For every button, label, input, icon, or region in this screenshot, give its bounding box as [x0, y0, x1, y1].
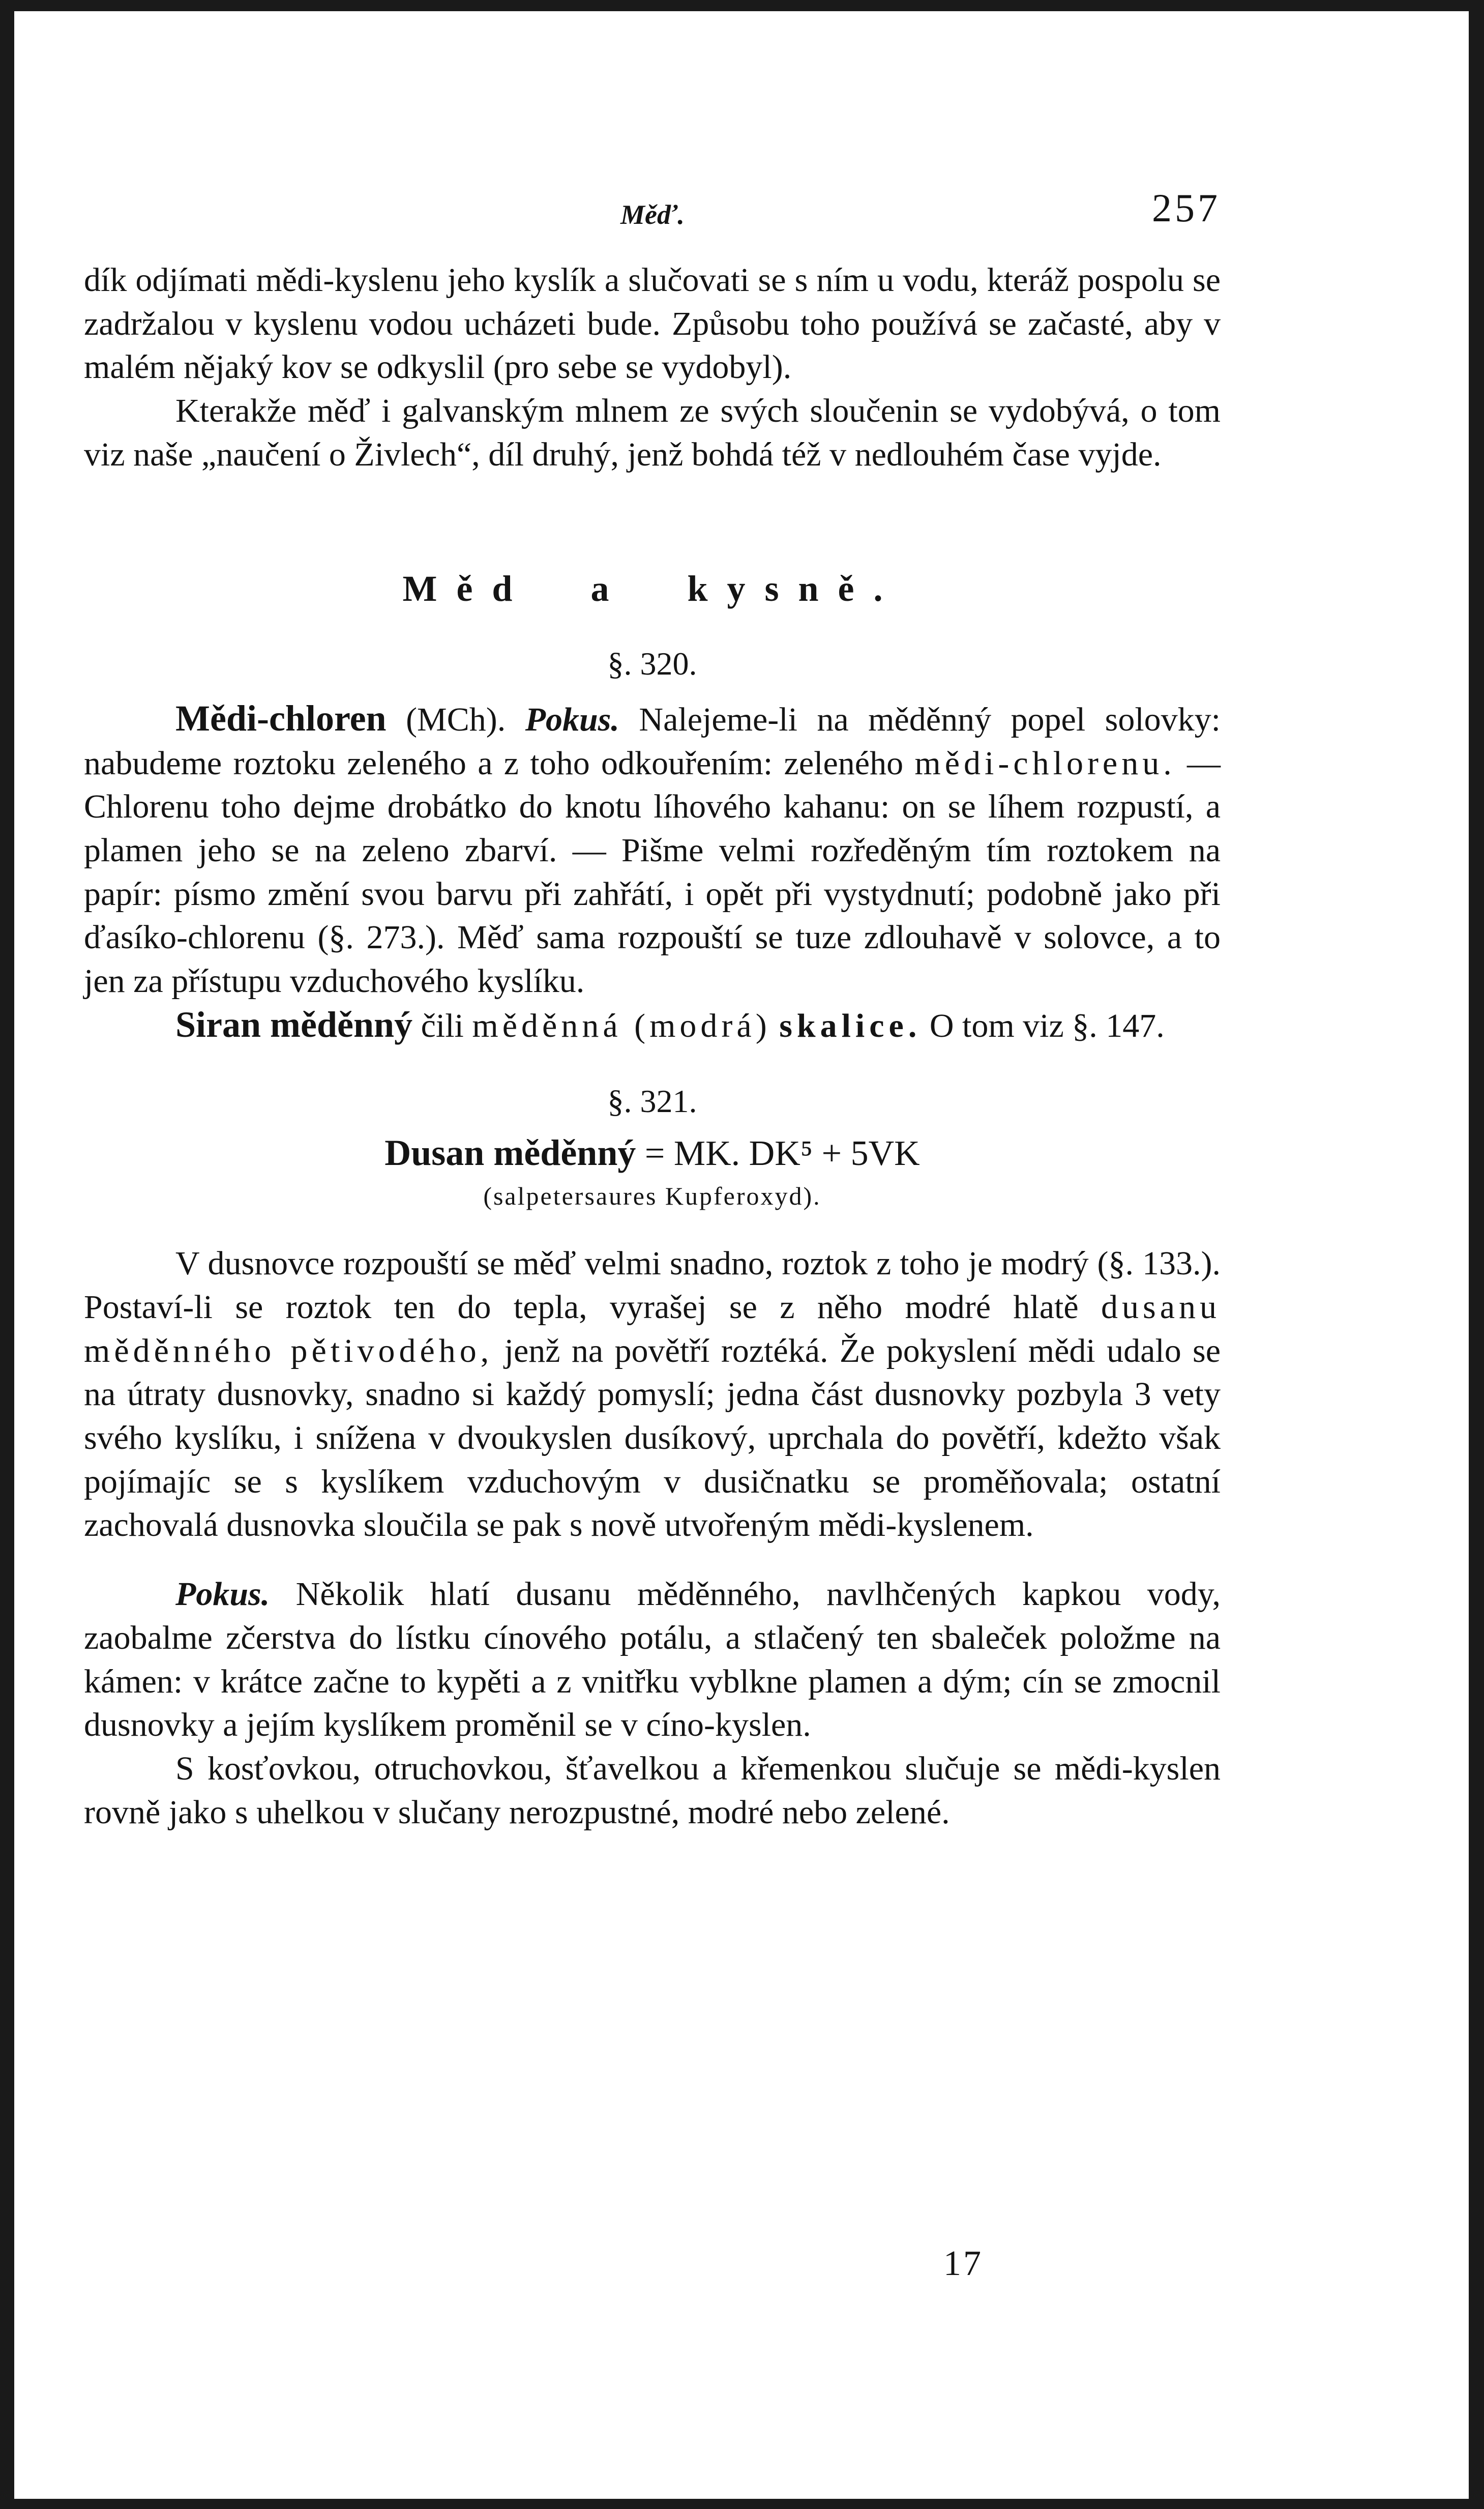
label-pokus: Pokus. [525, 701, 619, 738]
text-segment: jenž na povětří roztéká. Že pokyslení mědi udalo se na útraty dusnovky, snadno si každý pomyslí; jedna část dusnovky pozbyla 3 vety svého kyslíku, i snížena v dvoukyslen dusíkový, uprchala do povětří, kdežto však pojímajíc se s kyslíkem vzduchovým v dusičnatku se proměňovala; ostatní zachovalá dusnovka sloučila se pak s nově utvořeným mědi-kyslenem. [84, 1332, 1221, 1544]
cross-reference: O tom viz §. 147. [929, 1007, 1165, 1044]
spaced-term: měděnná (modrá) [472, 1007, 771, 1044]
paragraph-experiment [84, 1572, 1221, 1747]
book-page [84, 186, 1221, 1834]
text-segment: Několik hlatí dusanu měděnného, navlhčených kapkou vody, zaobalme zčerstva do lístku cínového potálu, a stlačený ten sbaleček položme na kámen: v krátce začne to kypěti a z vnitřku vyblkne plamen a dým; cín se zmocnil dusnovky a jejím kyslíkem proměnil se v cíno-kyslen. [84, 1576, 1221, 1744]
spaced-term: mědi-chlorenu. [914, 744, 1176, 782]
section-heading: Měd a kysně. [402, 568, 902, 609]
formula-german-name: (salpetersaures Kupferoxyd). [483, 1182, 821, 1211]
formula-expression: = MK. DK⁵ + 5VK [644, 1134, 920, 1174]
section-number-321: §. 321. [607, 1083, 697, 1119]
formula-heading [84, 1130, 1221, 1177]
text-segment: Nalejeme-li na měděnný popel solovky: nabudeme roztoku zeleného a z toho odkouřením: zeleného [84, 701, 1221, 782]
term-copper-chloride: Mědi-chloren [175, 697, 387, 739]
section-number-320: §. 320. [607, 646, 697, 682]
running-title: Měď. [620, 199, 685, 230]
spaced-term: dusanu měděnného pětivodého, [84, 1288, 1221, 1369]
text-segment: V dusnovce rozpouští se měď velmi snadno, roztok z toho je modrý (§. 133.). Postaví-li se roztok ten do tepla, vyrašej se z něho modré hlatě [84, 1245, 1221, 1326]
text-segment: — Chlorenu toho dejme drobátko do knotu líhového kahanu: on se líhem rozpustí, a plamen jeho se na zeleno zbarví. — Pišme velmi rozředěným tím roztokem na papír: písmo změní svou barvu při zahřátí, i opět při vystydnutí; podobně jako při ďasíko-chlorenu (§. 273.). Měď sama rozpouští se tuze zdlouhavě v solovce, a to jen za přístupu vzduchového kyslíku. [84, 744, 1221, 1000]
formula-inline: (MCh). [406, 701, 506, 738]
page-header [84, 186, 1221, 239]
term-skalice: skalice. [779, 1007, 922, 1044]
label-pokus: Pokus. [175, 1576, 270, 1613]
paragraph-continued: dík odjímati mědi-kyslenu jeho kyslík a slučovati se s ním u vodu, kteráž pospolu se zadržalou v kyslenu vodou ucházeti bude. Způsobu toho používá se začasté, aby v malém nějaký kov se odkyslil (pro sebe se vydobyl). [84, 261, 1221, 386]
printer-signature: 17 [943, 2244, 983, 2283]
term-copper-sulfate: Siran měděnný [175, 1004, 413, 1045]
text-segment: čili [421, 1007, 464, 1044]
term-copper-nitrate: Dusan měděnný [384, 1132, 636, 1174]
paragraph-nitric-acid [84, 1242, 1221, 1547]
paragraph-galvanic: Kterakže měď i galvanským mlnem ze svých sloučenin se vydobývá, o tom viz naše „naučení o Živlech“, díl druhý, jenž bohdá též v nedlouhém čase vyjde. [84, 392, 1221, 473]
paragraph-copper-chloride [84, 697, 1221, 1003]
paragraph-salts: S kosťovkou, otruchovkou, šťavelkou a křemenkou slučuje se mědi-kyslen rovně jako s uhelkou v slučany nerozpustné, modré nebo zelené. [84, 1749, 1221, 1831]
paragraph-copper-sulfate [84, 1003, 1221, 1048]
page-number: 257 [1152, 186, 1221, 230]
